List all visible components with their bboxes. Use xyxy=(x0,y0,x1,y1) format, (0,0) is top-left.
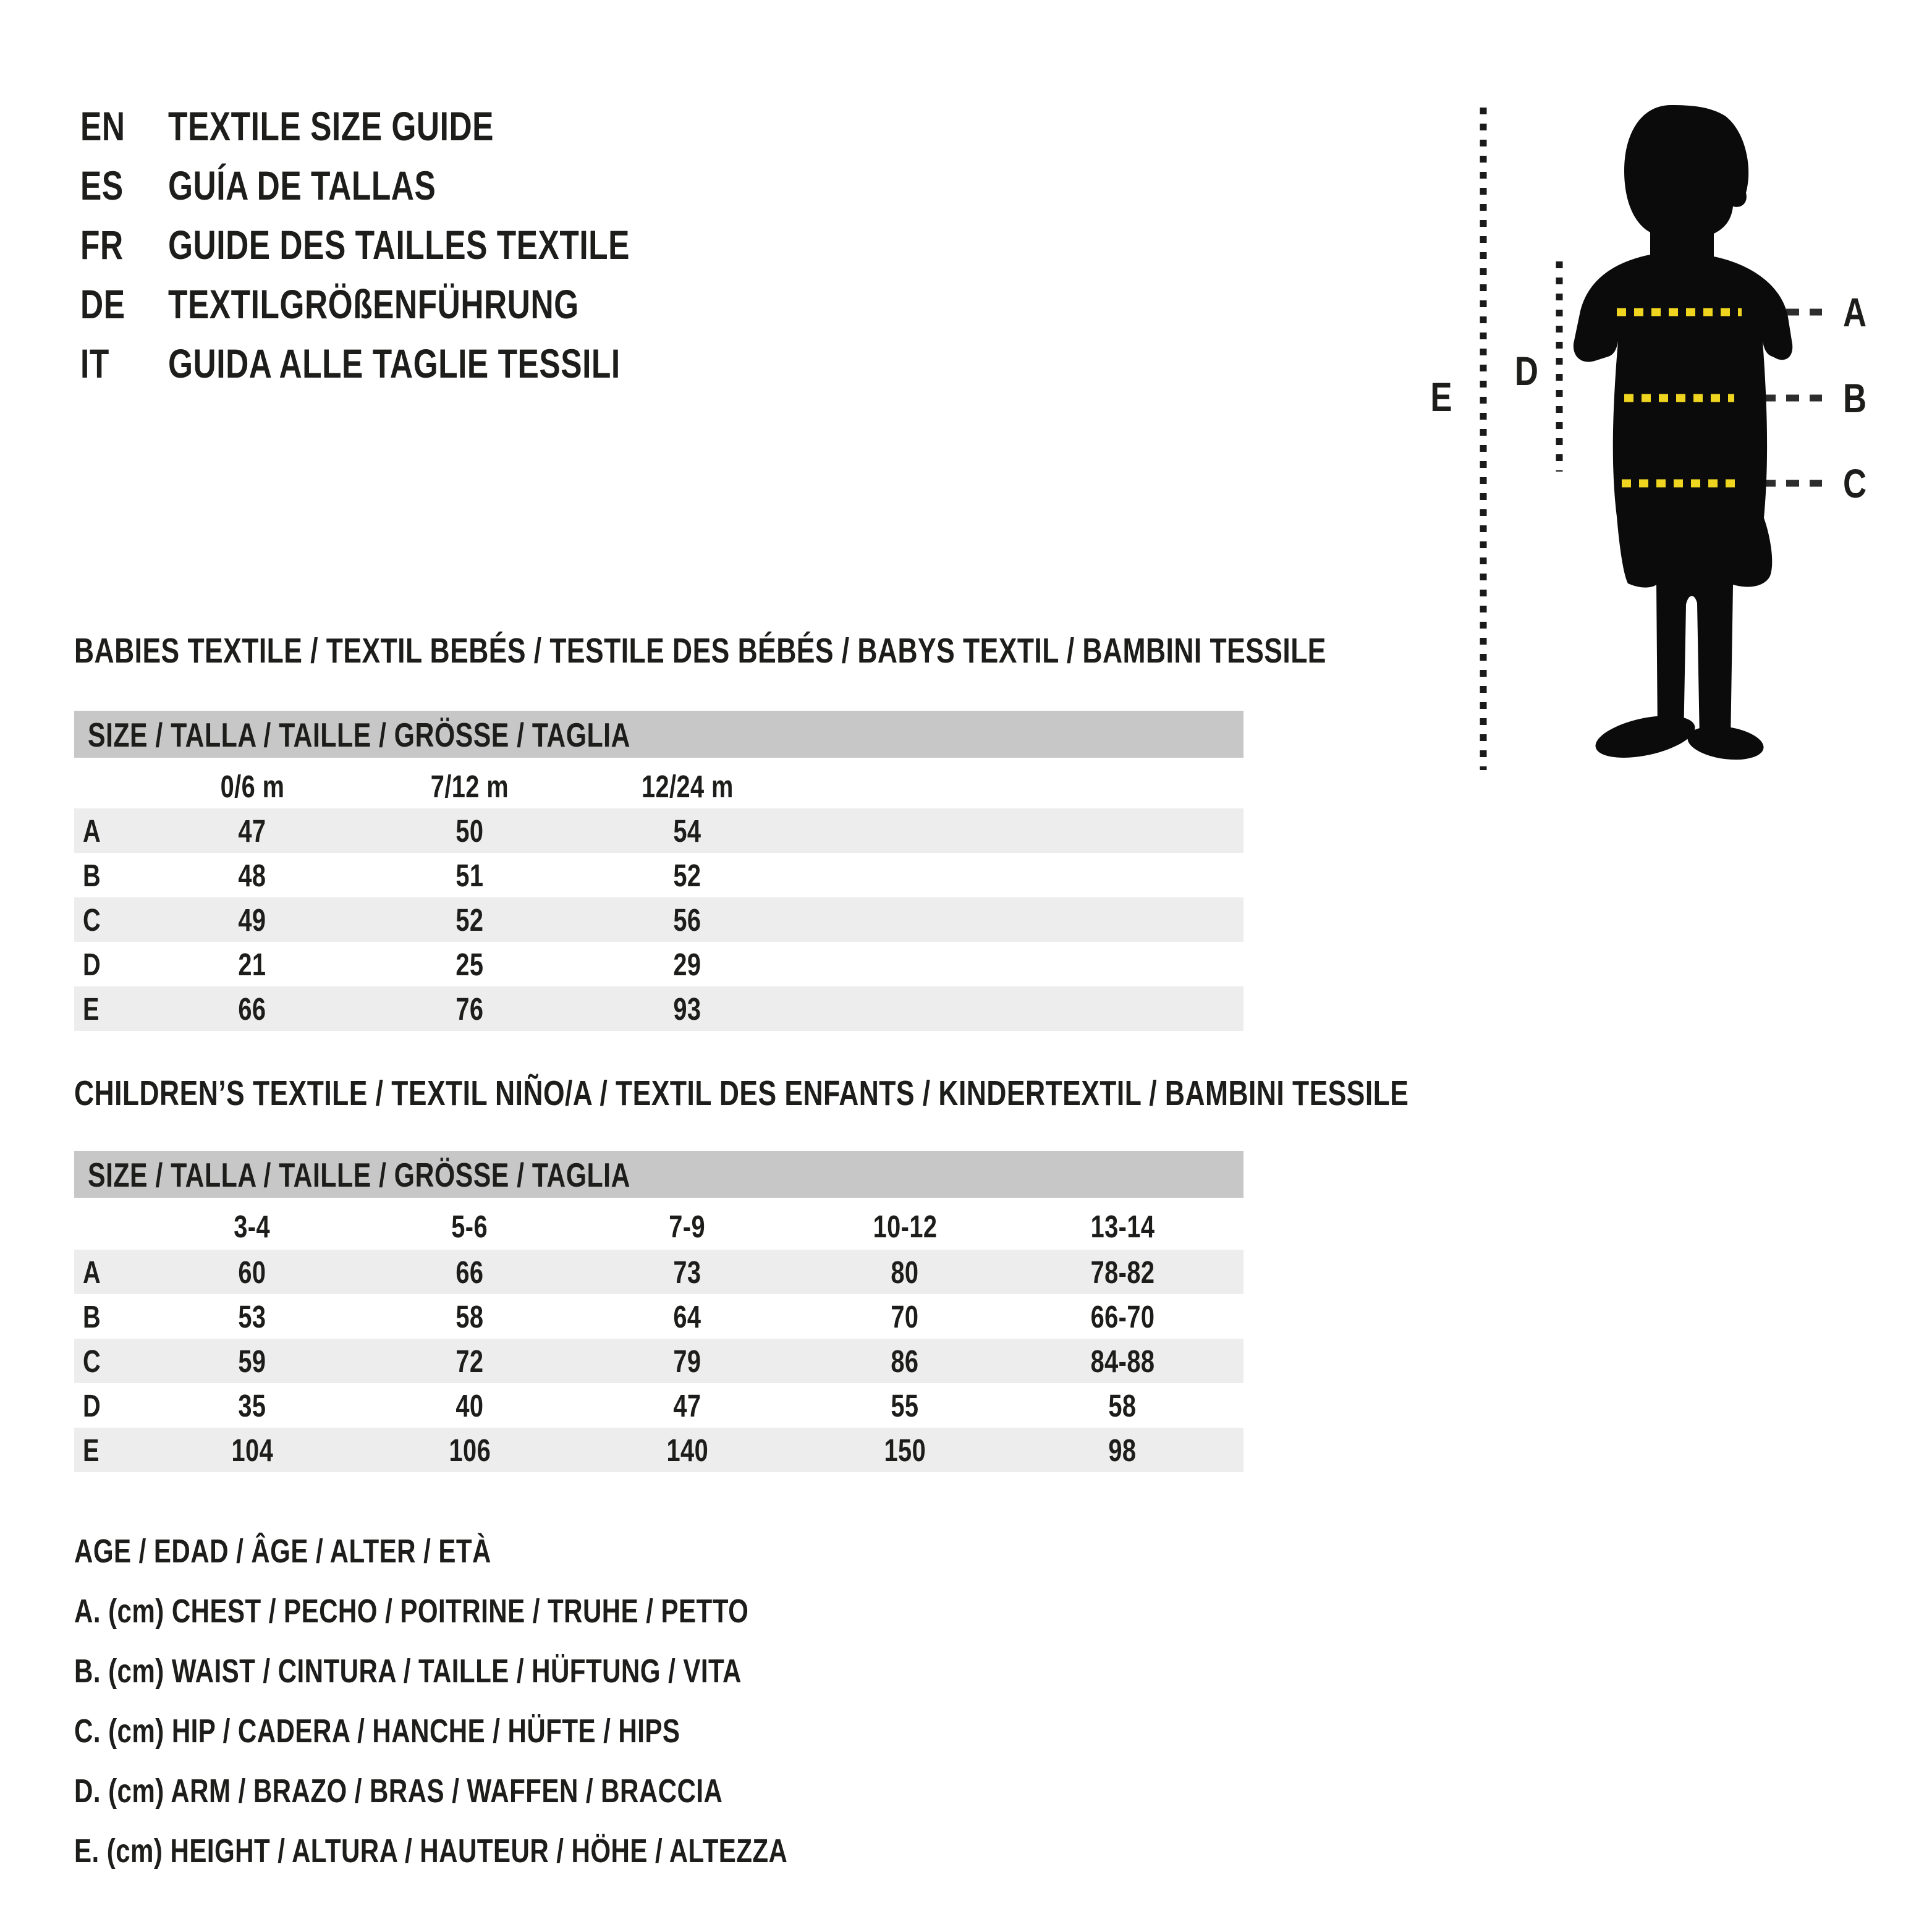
guide-title-it: GUIDA ALLE TAGLIE TESSILI xyxy=(168,341,621,386)
children-col-0: 3-4 xyxy=(234,1208,271,1244)
row-label: B xyxy=(83,857,101,893)
measurement-figure xyxy=(1409,87,1932,791)
babies-section-title: BABIES TEXTILE / TEXTIL BEBÉS / TESTILE DES BÉBÉS / BABYS TEXTIL / BAMBINI TESSILE xyxy=(74,631,1326,671)
table-row: D 35 40 47 55 58 xyxy=(83,1388,1137,1423)
language-code: IT xyxy=(80,341,109,386)
table-row: B 48 51 52 xyxy=(83,857,701,893)
language-row-de xyxy=(80,274,760,334)
babies-col-0: 0/6 m xyxy=(220,768,284,804)
right-shoe xyxy=(1685,722,1766,765)
babies-col-1: 7/12 m xyxy=(430,768,509,804)
guide-title-es: GUÍA DE TALLAS xyxy=(168,163,436,208)
language-row-it xyxy=(80,334,760,393)
language-code: EN xyxy=(80,103,125,149)
table-row: E 104 106 140 150 98 xyxy=(74,1428,1244,1472)
table-row: A 47 50 54 xyxy=(74,808,1244,853)
table-row: D 21 25 29 xyxy=(83,946,701,982)
measurement-legend xyxy=(74,1522,989,1881)
row-label: D xyxy=(83,1388,101,1423)
guide-title-fr: GUIDE DES TAILLES TEXTILE xyxy=(168,222,630,268)
table-row: B 53 58 64 70 66-70 xyxy=(83,1299,1155,1334)
language-code: DE xyxy=(80,281,125,327)
table-row: E 66 76 93 xyxy=(74,986,1244,1031)
arm-label: D xyxy=(1514,348,1539,394)
babies-col-2: 12/24 m xyxy=(641,768,734,804)
guide-title-en: TEXTILE SIZE GUIDE xyxy=(168,103,494,149)
height-label: E xyxy=(1430,374,1452,420)
row-label: E xyxy=(83,991,100,1027)
row-label: E xyxy=(83,1432,100,1468)
legend-arm: D. (cm) ARM / BRAZO / BRAS / WAFFEN / BRACCIA xyxy=(74,1773,723,1810)
language-row-es xyxy=(80,156,760,215)
chest-label: A xyxy=(1843,289,1867,336)
row-label: A xyxy=(83,1254,101,1290)
row-label: A xyxy=(83,813,101,849)
language-row-fr xyxy=(80,215,760,274)
table-row: C 49 52 56 xyxy=(74,897,1244,942)
row-label: C xyxy=(83,902,101,938)
legend-waist: B. (cm) WAIST / CINTURA / TAILLE / HÜFTUNG / VITA xyxy=(74,1653,742,1690)
babies-size-header-bar: SIZE / TALLA / TAILLE / GRÖSSE / TAGLIA xyxy=(74,711,1244,758)
children-section-title: CHILDREN’S TEXTILE / TEXTIL NIÑO/A / TEXTIL DES ENFANTS / KINDERTEXTIL / BAMBINI TESSILE xyxy=(74,1074,1409,1113)
babies-column-header-row xyxy=(74,764,1244,808)
language-code: FR xyxy=(80,222,124,268)
children-col-4: 13-14 xyxy=(1090,1208,1155,1244)
children-col-2: 7-9 xyxy=(669,1208,706,1244)
waist-label: B xyxy=(1843,375,1867,422)
legend-age: AGE / EDAD / ÂGE / ALTER / ETÀ xyxy=(74,1533,491,1570)
legend-chest: A. (cm) CHEST / PECHO / POITRINE / TRUHE / PETTO xyxy=(74,1593,749,1630)
children-column-header-row xyxy=(74,1204,1244,1248)
legend-height: E. (cm) HEIGHT / ALTURA / HAUTEUR / HÖHE / ALTEZZA xyxy=(74,1832,788,1870)
children-size-header-bar: SIZE / TALLA / TAILLE / GRÖSSE / TAGLIA xyxy=(74,1151,1244,1198)
children-col-1: 5-6 xyxy=(451,1208,488,1244)
hip-label: C xyxy=(1843,460,1867,507)
language-code: ES xyxy=(80,163,124,208)
language-title-list xyxy=(80,96,760,393)
guide-title-de: TEXTILGRÖßENFÜHRUNG xyxy=(168,281,579,327)
child-silhouette-diagram xyxy=(1409,87,1932,791)
table-row: C 59 72 79 86 84-88 xyxy=(74,1339,1244,1383)
language-row-en xyxy=(80,96,760,156)
row-label: B xyxy=(83,1299,101,1334)
table-row: A 60 66 73 80 78-82 xyxy=(74,1250,1244,1294)
row-label: D xyxy=(83,946,101,982)
children-col-3: 10-12 xyxy=(873,1208,937,1244)
row-label: C xyxy=(83,1343,101,1379)
legend-hip: C. (cm) HIP / CADERA / HANCHE / HÜFTE / HIPS xyxy=(74,1713,680,1750)
